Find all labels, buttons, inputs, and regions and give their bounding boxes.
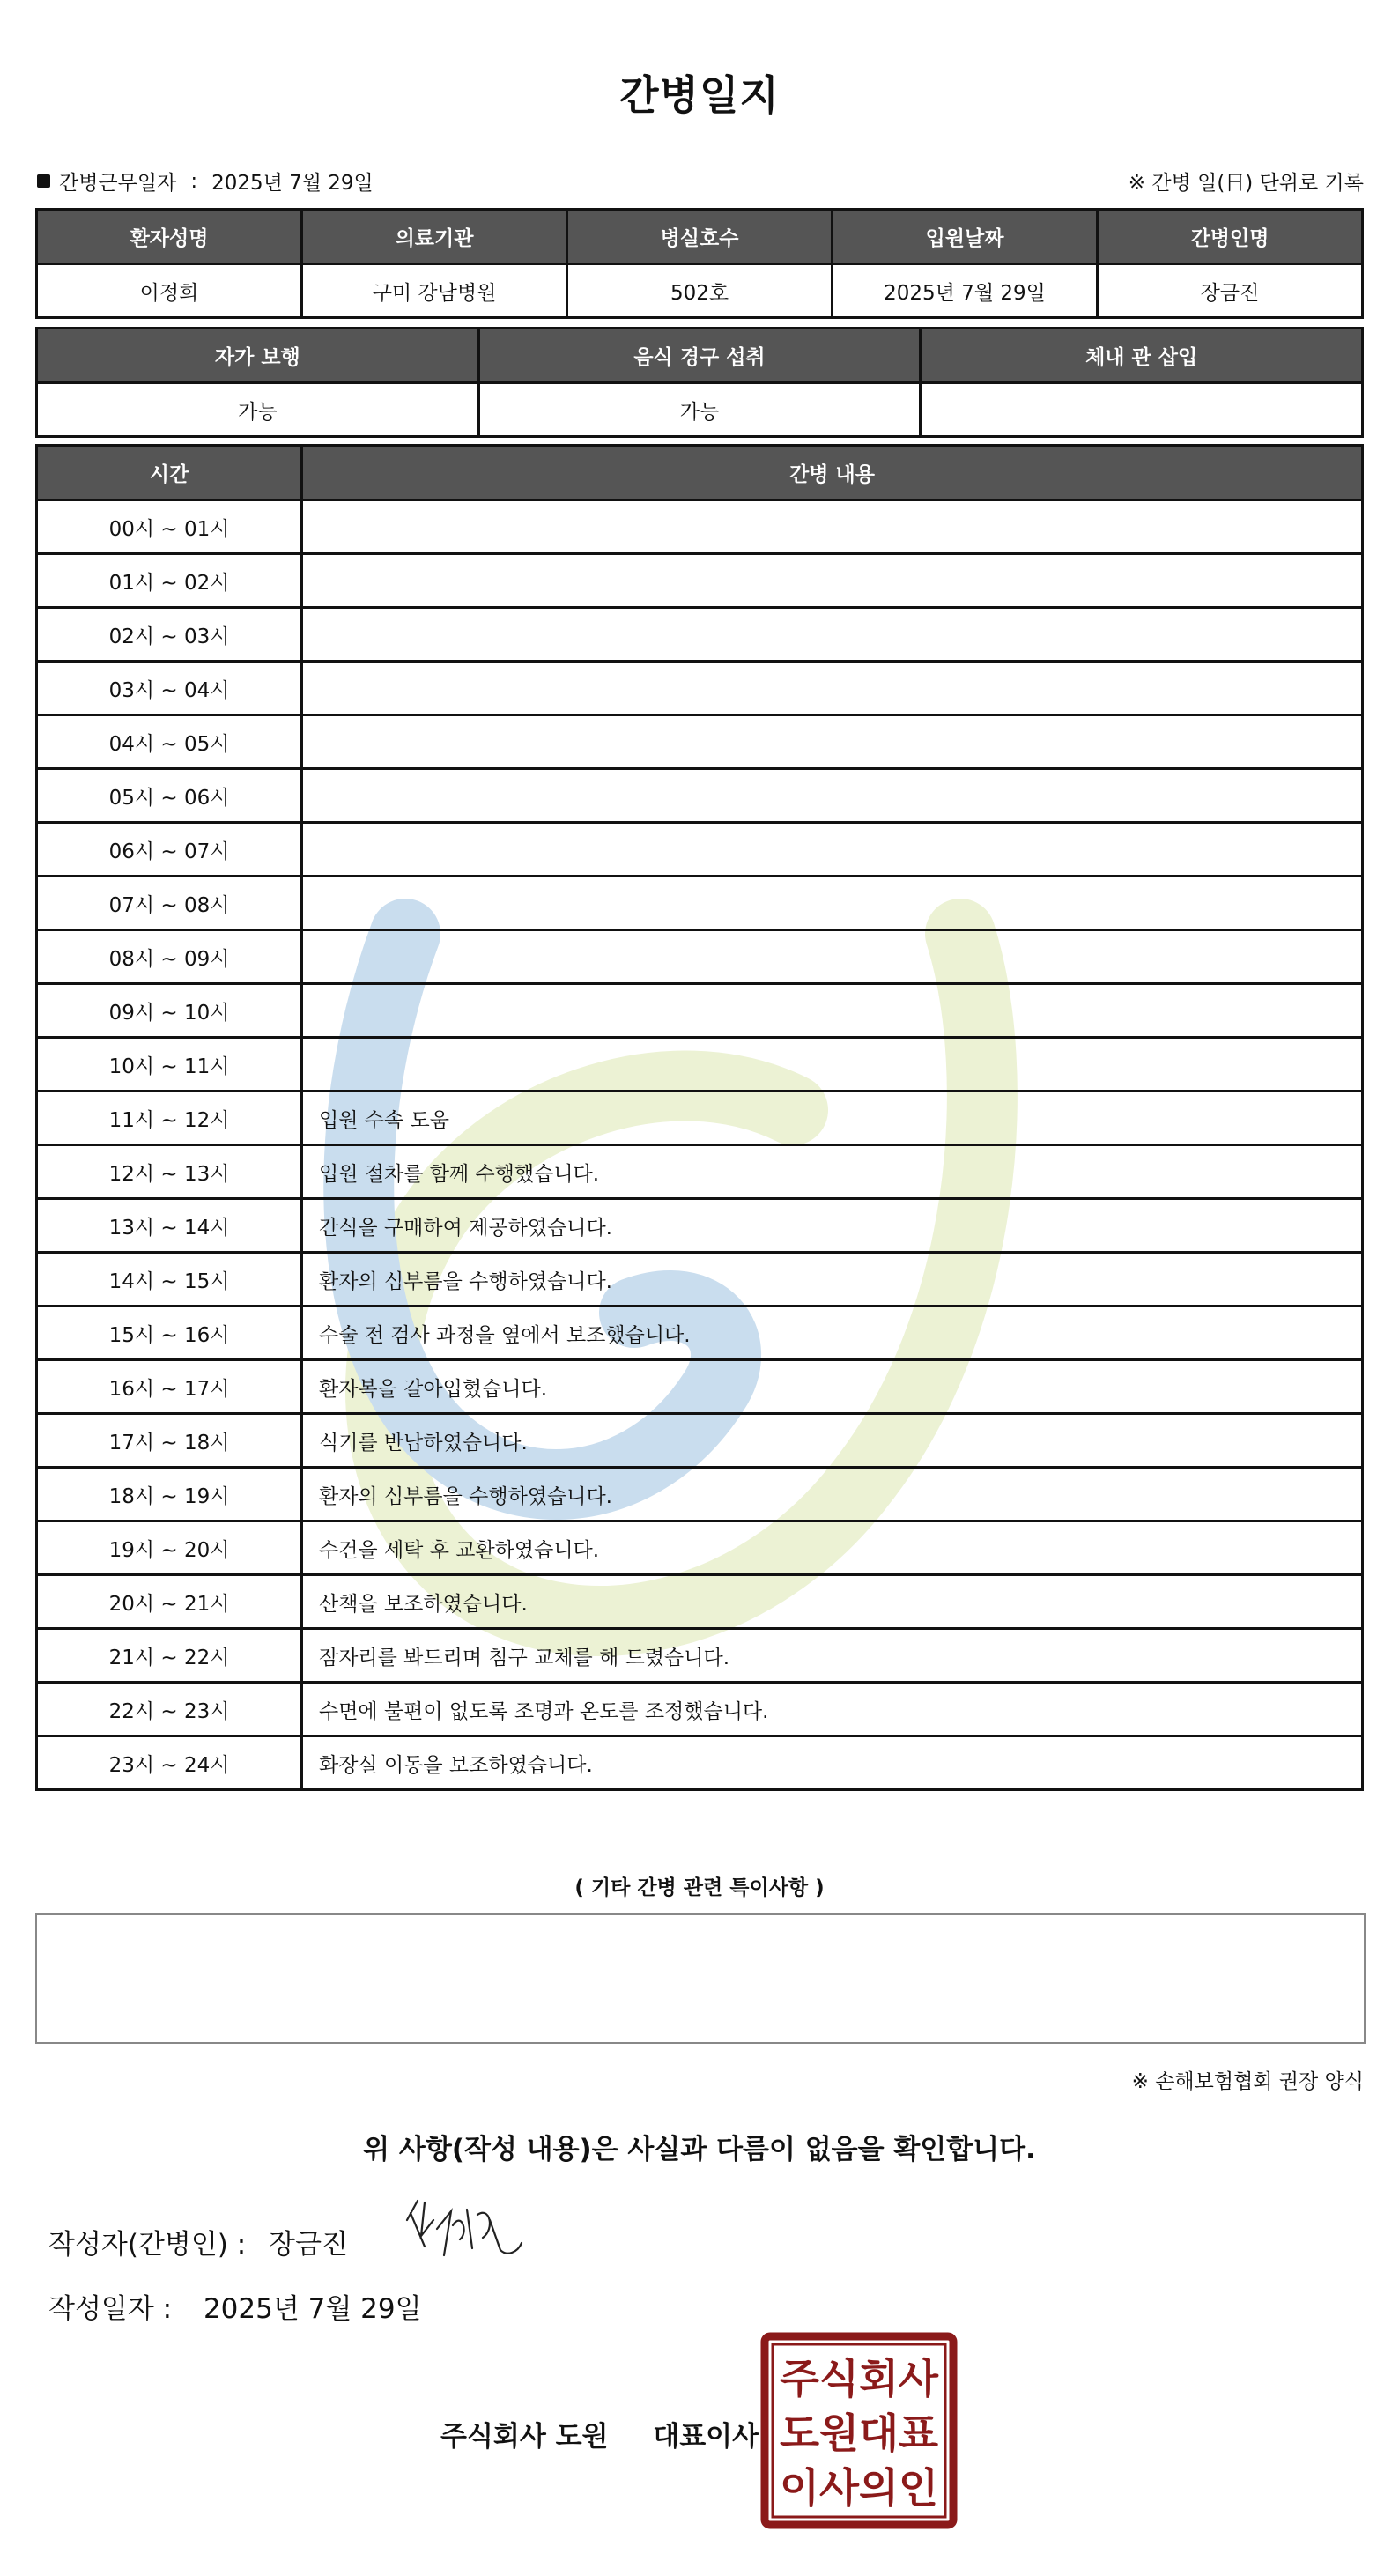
care-log-body <box>37 500 1363 1790</box>
writer-line <box>48 2222 348 2261</box>
care-log-row <box>37 554 1363 608</box>
care-log-row <box>37 1629 1363 1683</box>
care-log-time: 18시 ~ 19시 <box>37 1468 302 1521</box>
patient-status-table <box>35 327 1364 438</box>
remarks-title: ( 기타 간병 관련 특이사항 ) <box>574 1876 825 1899</box>
care-log-note: 환자복을 갈아입혔습니다. <box>302 1360 1363 1414</box>
care-log-time: 16시 ~ 17시 <box>37 1360 302 1414</box>
care-log-time: 02시 ~ 03시 <box>37 608 302 662</box>
care-log-time: 15시 ~ 16시 <box>37 1307 302 1360</box>
header-time: 시간 <box>37 446 302 500</box>
admission-date: 2025년 7월 29일 <box>833 264 1098 318</box>
care-log-note: 입원 수속 도움 <box>302 1092 1363 1145</box>
care-log-note: 화장실 이동을 보조하였습니다. <box>302 1736 1363 1790</box>
header-patient-name: 환자성명 <box>37 210 302 264</box>
care-log-time: 12시 ~ 13시 <box>37 1145 302 1199</box>
care-log-note: 수건을 세탁 후 교환하였습니다. <box>302 1521 1363 1575</box>
care-log-note <box>302 500 1363 554</box>
care-log-time: 00시 ~ 01시 <box>37 500 302 554</box>
care-log-time: 11시 ~ 12시 <box>37 1092 302 1145</box>
header-hospital: 의료기관 <box>302 210 567 264</box>
care-log-row <box>37 1092 1363 1145</box>
care-log-note <box>302 1038 1363 1092</box>
company-title: 대표이사 <box>653 2421 759 2453</box>
care-log-row <box>37 500 1363 554</box>
care-log-time: 22시 ~ 23시 <box>37 1683 302 1736</box>
header-tube-insertion: 체내 관 삽입 <box>921 329 1363 383</box>
care-log-row <box>37 1145 1363 1199</box>
care-log-note <box>302 662 1363 715</box>
written-date-value: 2025년 7월 29일 <box>203 2293 422 2325</box>
care-log-row <box>37 769 1363 823</box>
header-self-walking: 자가 보행 <box>37 329 479 383</box>
care-log-table <box>35 444 1364 1791</box>
company-name: 주식회사 도원 <box>440 2421 609 2453</box>
care-log-header-row <box>37 446 1363 500</box>
header-care-content: 간병 내용 <box>302 446 1363 500</box>
care-log-note <box>302 769 1363 823</box>
care-log-row <box>37 1038 1363 1092</box>
care-log-note <box>302 554 1363 608</box>
header-room-number: 병실호수 <box>567 210 833 264</box>
care-log-time: 20시 ~ 21시 <box>37 1575 302 1629</box>
care-log-row <box>37 1683 1363 1736</box>
oral-intake-value: 가능 <box>478 383 921 437</box>
care-log-time: 21시 ~ 22시 <box>37 1629 302 1683</box>
writer-label: 작성자(간병인) : <box>48 2229 247 2261</box>
care-log-row <box>37 608 1363 662</box>
care-log-note <box>302 930 1363 984</box>
svg-text:도원대표: 도원대표 <box>780 2409 939 2457</box>
written-date-line <box>48 2286 422 2326</box>
tube-insertion-value <box>921 383 1363 437</box>
care-log-time: 08시 ~ 09시 <box>37 930 302 984</box>
svg-text:주식회사: 주식회사 <box>780 2355 939 2402</box>
care-log-row <box>37 662 1363 715</box>
care-log-row <box>37 984 1363 1038</box>
care-log-row <box>37 1253 1363 1307</box>
hospital-name: 구미 강남병원 <box>302 264 567 318</box>
care-log-time: 10시 ~ 11시 <box>37 1038 302 1092</box>
company-seal-stamp <box>759 2331 959 2530</box>
care-log-time: 05시 ~ 06시 <box>37 769 302 823</box>
confirmation-statement: 위 사항(작성 내용)은 사실과 다름이 없음을 확인합니다. <box>363 2134 1036 2165</box>
header-oral-intake: 음식 경구 섭취 <box>478 329 921 383</box>
care-log-note: 수술 전 검사 과정을 옆에서 보조했습니다. <box>302 1307 1363 1360</box>
page-title: 간병일지 <box>619 71 780 119</box>
svg-text:이사의인: 이사의인 <box>780 2464 938 2512</box>
duty-date-label: 간병근무일자 <box>59 172 177 195</box>
caregiver-name: 장금진 <box>1098 264 1363 318</box>
care-log-note: 산책을 보조하였습니다. <box>302 1575 1363 1629</box>
room-number: 502호 <box>567 264 833 318</box>
care-log-time: 03시 ~ 04시 <box>37 662 302 715</box>
writer-name: 장금진 <box>269 2229 349 2261</box>
care-log-row <box>37 715 1363 769</box>
bullet-square-icon <box>37 174 50 188</box>
care-log-row <box>37 1468 1363 1521</box>
patient-status-value-row <box>37 383 1363 437</box>
care-log-row <box>37 1307 1363 1360</box>
care-log-time: 07시 ~ 08시 <box>37 877 302 930</box>
company-signature-line <box>440 2414 759 2454</box>
care-log-note: 잠자리를 봐드리며 침구 교체를 해 드렸습니다. <box>302 1629 1363 1683</box>
care-log-note: 간식을 구매하여 제공하였습니다. <box>302 1199 1363 1253</box>
care-log-row <box>37 877 1363 930</box>
duty-date-line <box>37 167 374 196</box>
patient-info-header-row <box>37 210 1363 264</box>
care-log-time: 19시 ~ 20시 <box>37 1521 302 1575</box>
care-log-note <box>302 823 1363 877</box>
care-log-row <box>37 1736 1363 1790</box>
care-log-note <box>302 984 1363 1038</box>
care-log-row <box>37 1360 1363 1414</box>
care-log-row <box>37 1199 1363 1253</box>
care-log-time: 13시 ~ 14시 <box>37 1199 302 1253</box>
duty-date-value: 2025년 7월 29일 <box>211 172 374 195</box>
care-log-time: 06시 ~ 07시 <box>37 823 302 877</box>
care-log-time: 14시 ~ 15시 <box>37 1253 302 1307</box>
care-log-row <box>37 1414 1363 1468</box>
patient-name: 이정희 <box>37 264 302 318</box>
care-log-note <box>302 877 1363 930</box>
care-log-row <box>37 930 1363 984</box>
care-log-time: 09시 ~ 10시 <box>37 984 302 1038</box>
care-log-time: 17시 ~ 18시 <box>37 1414 302 1468</box>
care-log-row <box>37 1521 1363 1575</box>
care-log-row <box>37 1575 1363 1629</box>
care-log-note <box>302 608 1363 662</box>
source-note: ※ 손해보험협회 권장 양식 <box>1131 2070 1364 2093</box>
written-date-label: 작성일자 : <box>48 2293 173 2325</box>
patient-info-table <box>35 208 1364 319</box>
care-log-note: 식기를 반납하였습니다. <box>302 1414 1363 1468</box>
remarks-box <box>35 1913 1366 2044</box>
care-log-time: 23시 ~ 24시 <box>37 1736 302 1790</box>
patient-info-value-row <box>37 264 1363 318</box>
care-log-note: 환자의 심부름을 수행하였습니다. <box>302 1468 1363 1521</box>
self-walking-value: 가능 <box>37 383 479 437</box>
care-log-row <box>37 823 1363 877</box>
care-log-note: 입원 절차를 함께 수행했습니다. <box>302 1145 1363 1199</box>
handwritten-signature <box>398 2194 530 2273</box>
care-log-note: 환자의 심부름을 수행하였습니다. <box>302 1253 1363 1307</box>
care-log-note: 수면에 불편이 없도록 조명과 온도를 조정했습니다. <box>302 1683 1363 1736</box>
duty-date-separator: : <box>190 169 198 193</box>
header-caregiver-name: 간병인명 <box>1098 210 1363 264</box>
care-log-time: 01시 ~ 02시 <box>37 554 302 608</box>
care-log-note <box>302 715 1363 769</box>
patient-status-header-row <box>37 329 1363 383</box>
header-admission-date: 입원날짜 <box>833 210 1098 264</box>
unit-note: ※ 간병 일(日) 단위로 기록 <box>1128 172 1364 195</box>
care-log-time: 04시 ~ 05시 <box>37 715 302 769</box>
